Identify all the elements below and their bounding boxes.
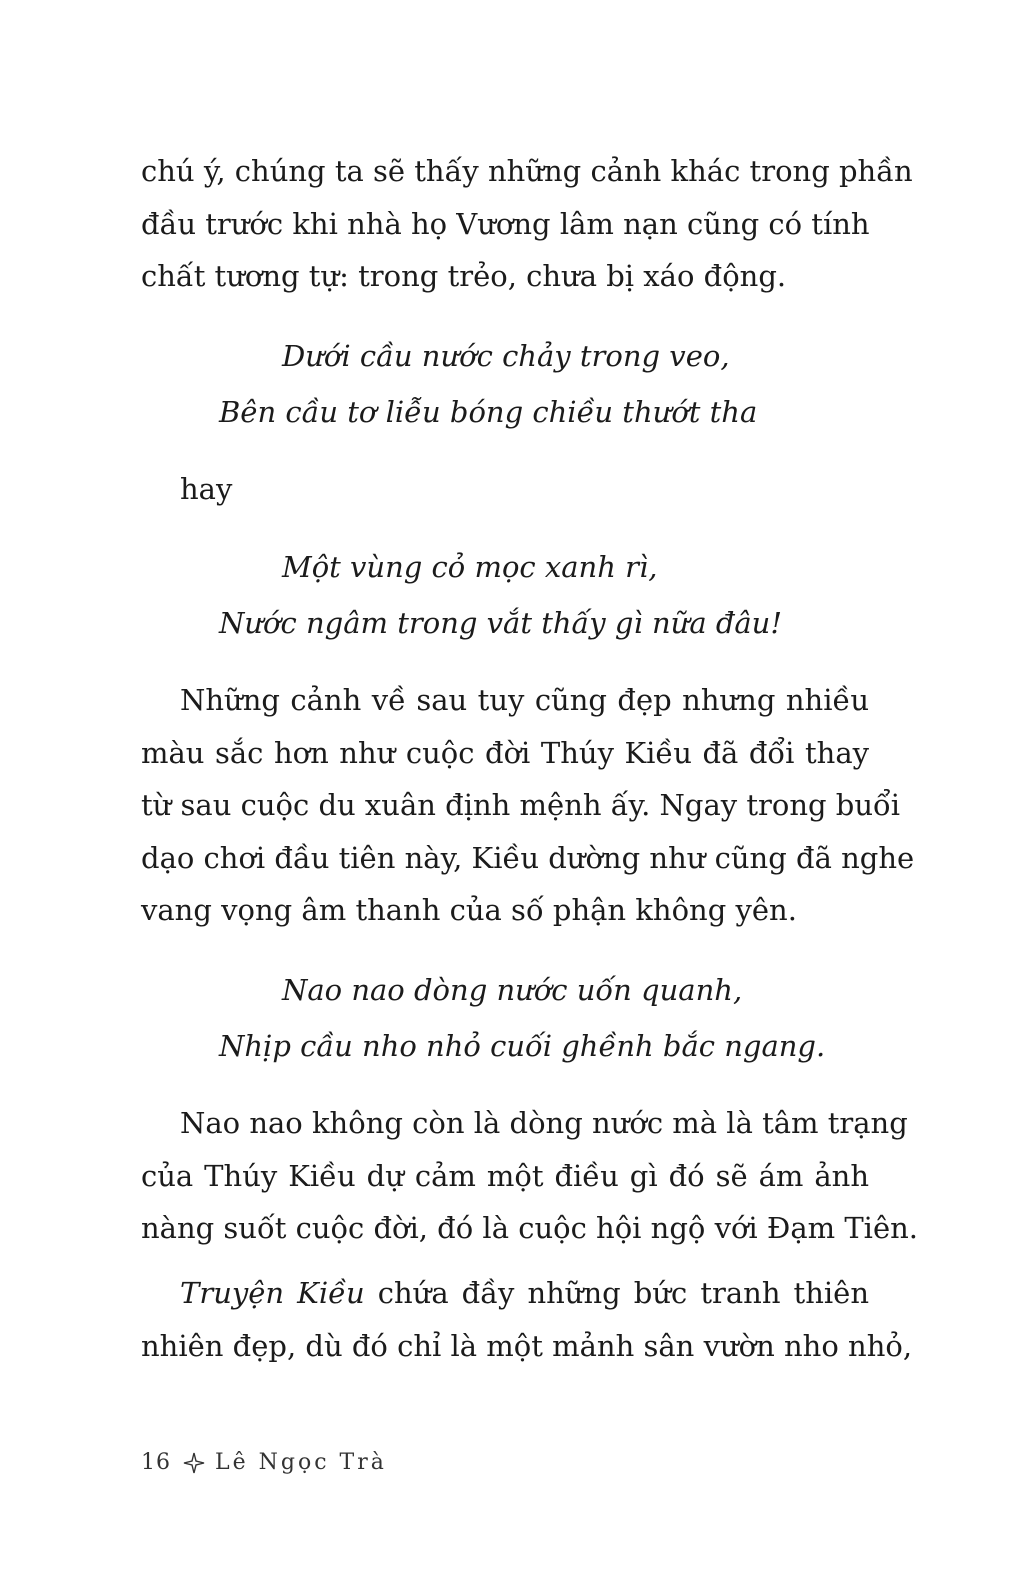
text-segment: chứa đầy những bức tranh thiên (377, 1276, 870, 1310)
paragraph-4 (141, 1267, 913, 1372)
verse-line: Bên cầu tơ liễu bóng chiều thướt tha (219, 395, 758, 429)
text-line: vang vọng âm thanh của số phận không yên. (141, 893, 797, 927)
text-line: chất tương tự: trong trẻo, chưa bị xáo động. (141, 259, 787, 293)
text-line: đầu trước khi nhà họ Vương lâm nạn cũng có tính (141, 206, 870, 241)
paragraph-3 (141, 1097, 919, 1255)
italic-book-title: Truyện Kiều (180, 1276, 365, 1310)
paragraph-2 (141, 674, 915, 937)
text-line: nàng suốt cuộc đời, đó là cuộc hội ngộ với Đạm Tiên. (141, 1211, 919, 1245)
text-line: Những cảnh về sau tuy cũng đẹp nhưng nhiều (180, 683, 869, 717)
verse-line: Nao nao dòng nước uốn quanh, (282, 973, 743, 1007)
verse-line: Nhịp cầu nho nhỏ cuối ghềnh bắc ngang. (219, 1029, 826, 1063)
text-line (141, 1267, 869, 1320)
verse-line: Một vùng cỏ mọc xanh rì, (282, 550, 658, 584)
text-line: dạo chơi đầu tiên này, Kiều dường như cũng đã nghe (141, 840, 915, 875)
four-point-star-ornament-icon (183, 1452, 205, 1474)
paragraph-1 (141, 145, 913, 303)
text-line: Nao nao không còn là dòng nước mà là tâm trạng (180, 1106, 908, 1140)
page-footer (141, 1450, 387, 1475)
text-line: của Thúy Kiều dự cảm một điều gì đó sẽ ám ảnh (141, 1158, 869, 1193)
page-number: 16 (141, 1450, 171, 1475)
text-line: từ sau cuộc du xuân định mệnh ấy. Ngay trong buổi (141, 788, 901, 822)
author-name: Lê Ngọc Trà (215, 1450, 387, 1475)
verse-line: Dưới cầu nước chảy trong veo, (282, 339, 730, 373)
text-line: nhiên đẹp, dù đó chỉ là một mảnh sân vườn nho nhỏ, (141, 1328, 913, 1363)
verse-line: Nước ngâm trong vắt thấy gì nữa đâu! (219, 606, 783, 640)
text-line: màu sắc hơn như cuộc đời Thúy Kiều đã đổi thay (141, 735, 869, 770)
text-line: chú ý, chúng ta sẽ thấy những cảnh khác trong phần (141, 154, 913, 188)
connector-word: hay (180, 472, 233, 506)
